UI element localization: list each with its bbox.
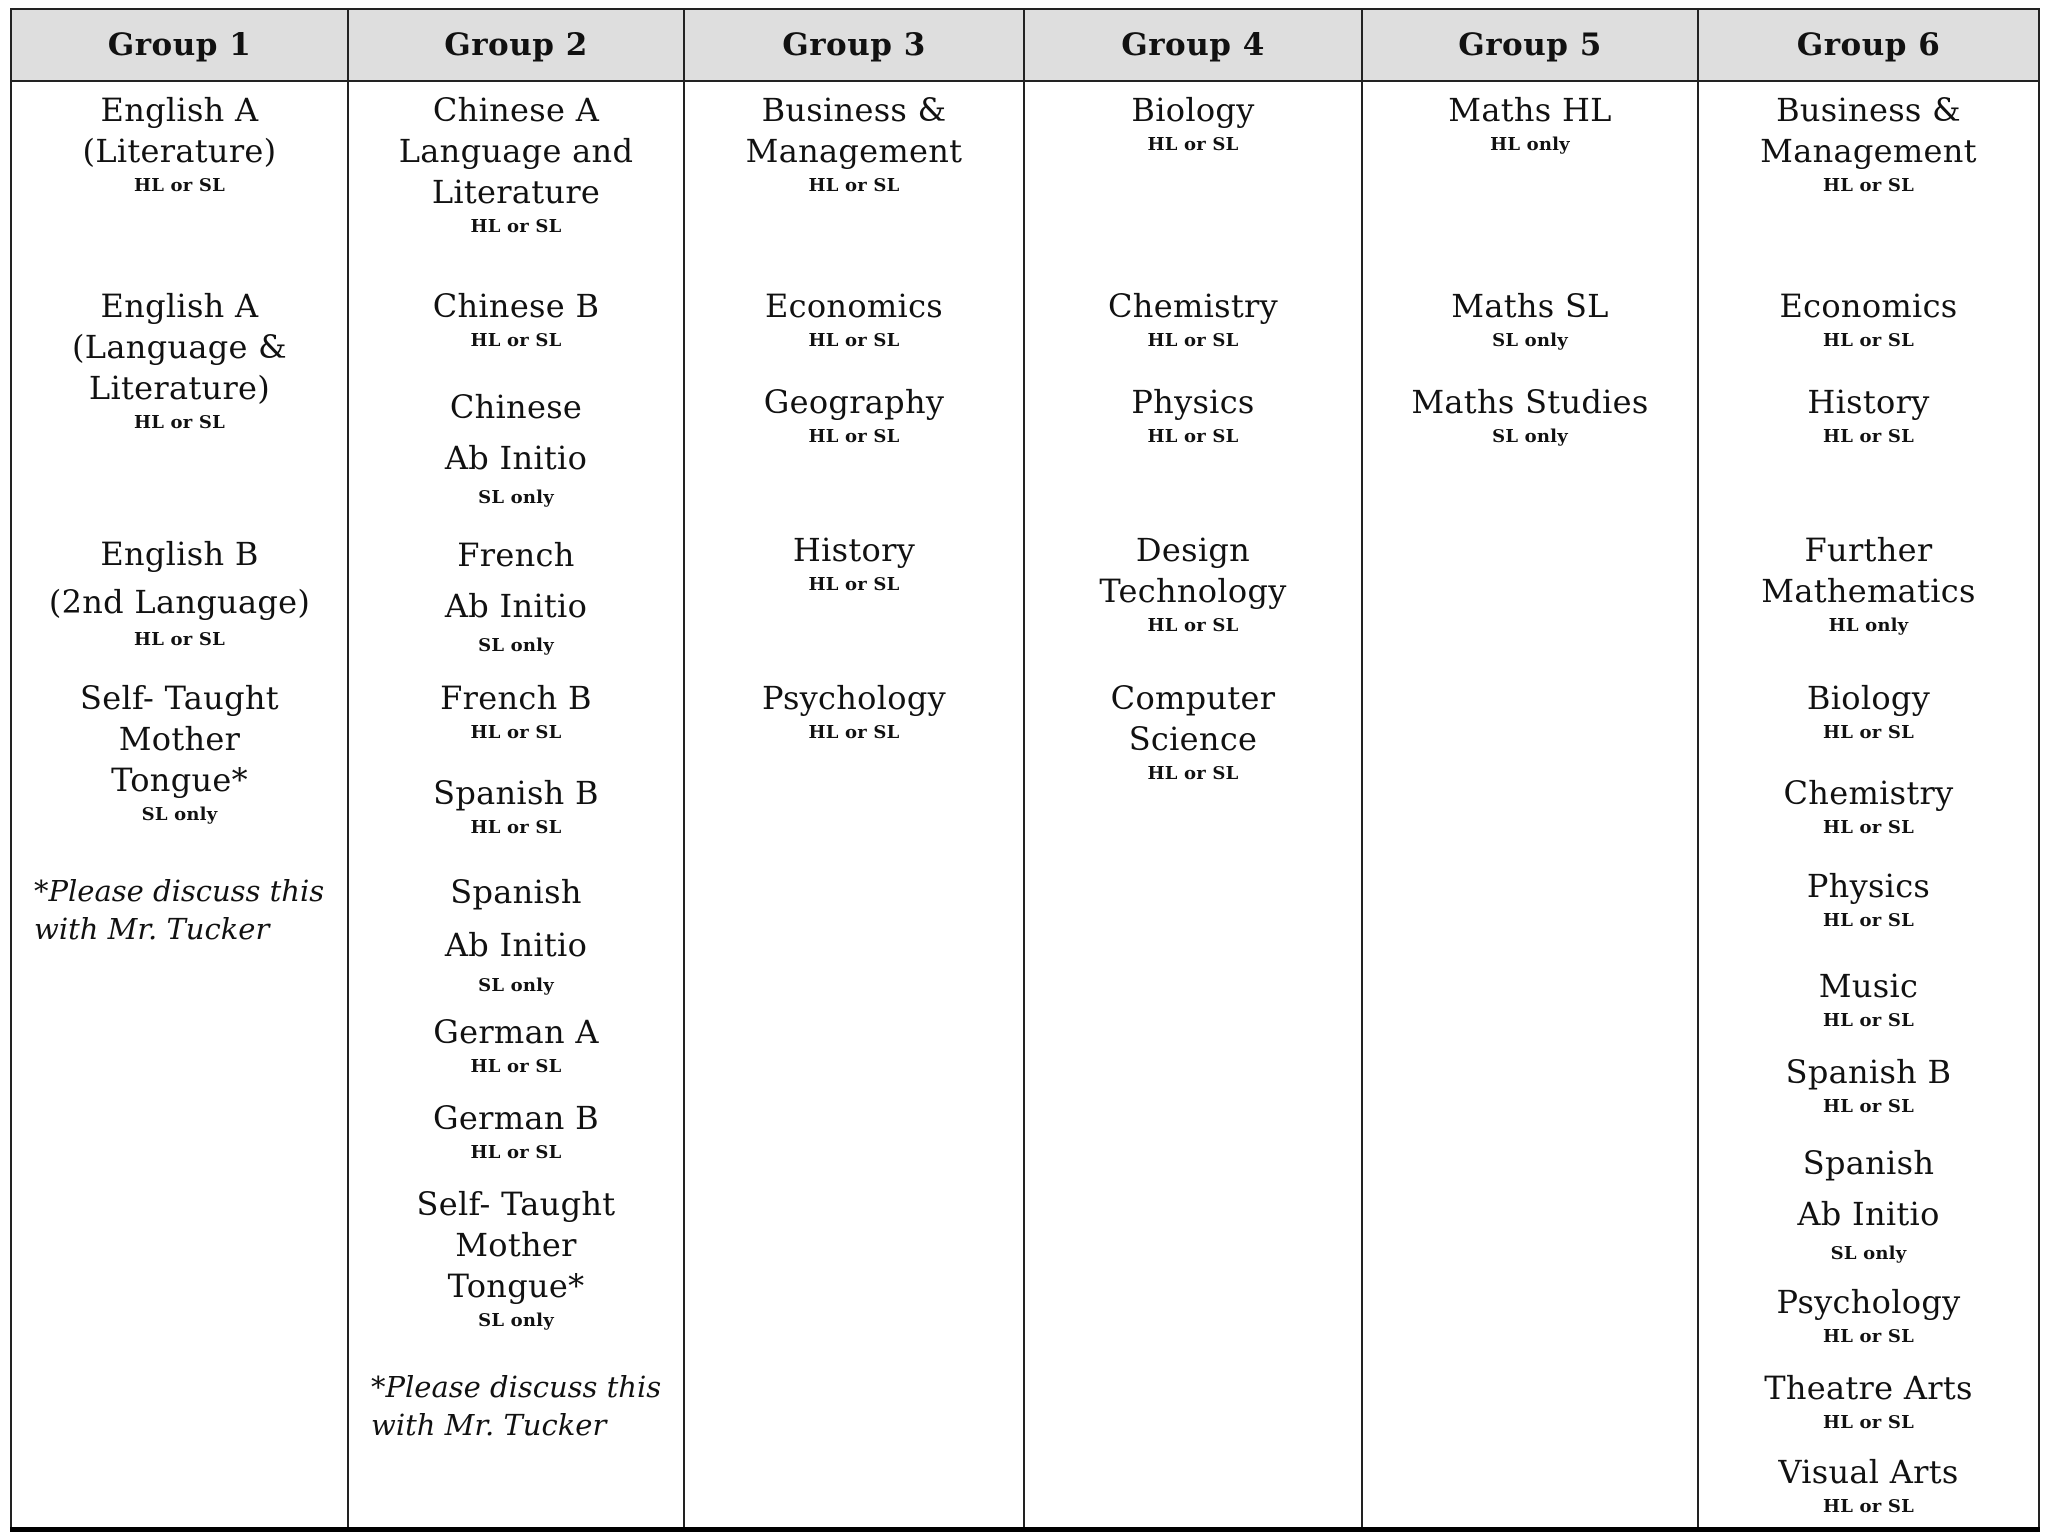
level-label: SL only <box>141 804 218 825</box>
subject-cell <box>1025 90 1361 159</box>
column-group-6 <box>1697 8 2040 1527</box>
subject-cell <box>685 90 1023 200</box>
level-label: HL or SL <box>808 426 900 447</box>
level-label: HL or SL <box>1823 426 1914 447</box>
subject-cell <box>1363 382 1697 451</box>
subject-cell <box>349 382 683 512</box>
level-label: HL or SL <box>1147 763 1239 784</box>
subject-cell <box>1699 966 2038 1035</box>
level-label: HL or SL <box>470 817 562 838</box>
level-label: SL only <box>478 635 554 656</box>
subject-cell <box>1363 90 1697 159</box>
subject-name: Chinese B <box>432 287 600 325</box>
subject-name: French Ab Initio <box>444 536 588 625</box>
level-label: HL or SL <box>808 330 900 351</box>
level-label: HL or SL <box>1823 330 1914 351</box>
subject-name: German A <box>433 1013 599 1051</box>
subject-name: Psychology <box>761 679 947 717</box>
subject-name: German B <box>433 1099 599 1137</box>
subject-cell <box>1699 382 2038 451</box>
subject-cell <box>1699 773 2038 842</box>
subject-cell <box>685 382 1023 451</box>
subject-name: Psychology <box>1776 1283 1961 1321</box>
level-label: HL only <box>1828 615 1909 636</box>
subject-name: Biology <box>1131 91 1255 129</box>
level-label: SL only <box>478 975 554 996</box>
subject-cell <box>349 866 683 1000</box>
subject-cell <box>349 90 683 241</box>
subject-cell <box>1699 1138 2038 1268</box>
subject-cell <box>685 678 1023 747</box>
column-group-5 <box>1361 8 1697 1527</box>
subject-name: Geography <box>763 383 945 421</box>
footnote: *Please discuss this with Mr. Tucker <box>34 874 325 946</box>
subject-cell <box>349 1012 683 1081</box>
level-label: HL or SL <box>1823 817 1914 838</box>
subject-name: Business & Management <box>1760 91 1977 170</box>
subject-name: Self- Taught Mother Tongue* <box>80 679 279 799</box>
subject-cell <box>1025 530 1361 640</box>
subject-name: Further Mathematics <box>1761 531 1976 610</box>
level-label: HL or SL <box>470 722 562 743</box>
subject-name: Biology <box>1806 679 1931 717</box>
subject-cell <box>349 678 683 747</box>
subject-name: Physics <box>1131 383 1255 421</box>
column-header: Group 4 <box>1025 8 1361 82</box>
subject-name: English A (Language & Literature) <box>72 287 287 407</box>
level-label: HL or SL <box>1147 615 1239 636</box>
column-header: Group 5 <box>1363 8 1697 82</box>
level-label: HL or SL <box>470 330 562 351</box>
subject-cell <box>1699 530 2038 640</box>
subject-name: Physics <box>1806 867 1931 905</box>
subject-name: English A (Literature) <box>82 91 277 170</box>
subject-cell <box>1363 286 1697 355</box>
level-label: HL or SL <box>470 216 562 237</box>
level-label: HL or SL <box>1147 330 1239 351</box>
subject-cell <box>12 530 347 654</box>
subject-cell <box>12 678 347 829</box>
subject-cell <box>12 90 347 200</box>
subject-cell <box>1025 286 1361 355</box>
subject-cell <box>349 773 683 842</box>
subject-name: Chemistry <box>1783 774 1954 812</box>
subject-name: Chinese Ab Initio <box>444 388 588 477</box>
subject-name: Theatre Arts <box>1764 1369 1973 1407</box>
subject-cell <box>349 1184 683 1335</box>
subject-name: Spanish B <box>1785 1053 1952 1091</box>
level-label: HL or SL <box>808 175 900 196</box>
subject-name: Computer Science <box>1110 679 1276 758</box>
level-label: HL or SL <box>134 629 225 650</box>
footnote: *Please discuss this with Mr. Tucker <box>371 1370 662 1442</box>
subject-cell <box>1699 866 2038 935</box>
subject-name: Chemistry <box>1108 287 1278 325</box>
column-header: Group 3 <box>685 8 1023 82</box>
level-label: HL or SL <box>1823 1326 1914 1347</box>
level-label: HL or SL <box>1823 722 1914 743</box>
subject-cell <box>1699 1052 2038 1121</box>
column-group-2 <box>347 8 683 1527</box>
subject-name: Maths HL <box>1448 91 1612 129</box>
subject-name: French B <box>440 679 592 717</box>
subject-name: Economics <box>1779 287 1958 325</box>
subject-name: Chinese A Language and Literature <box>398 91 634 211</box>
level-label: SL only <box>478 487 554 508</box>
level-label: HL or SL <box>1823 1096 1914 1117</box>
level-label: HL or SL <box>1823 1496 1914 1517</box>
subject-cell <box>1699 678 2038 747</box>
level-label: SL only <box>478 1310 554 1331</box>
column-group-1 <box>10 8 347 1527</box>
column-group-4 <box>1023 8 1361 1527</box>
level-label: HL or SL <box>1823 910 1914 931</box>
subject-cell <box>1699 1452 2038 1521</box>
level-label: HL or SL <box>134 175 225 196</box>
subject-name: Spanish Ab Initio <box>444 873 588 964</box>
subject-cell <box>12 286 347 437</box>
column-header: Group 2 <box>349 8 683 82</box>
level-label: HL or SL <box>470 1056 562 1077</box>
subject-cell <box>1699 1368 2038 1437</box>
subject-name: History <box>1807 383 1930 421</box>
column-group-3 <box>683 8 1023 1527</box>
level-label: HL or SL <box>470 1142 562 1163</box>
level-label: HL or SL <box>1823 1010 1914 1031</box>
subject-name: History <box>792 531 916 569</box>
column-header: Group 1 <box>12 8 347 82</box>
subject-cell <box>349 530 683 660</box>
subject-cell <box>1699 90 2038 200</box>
subject-cell <box>1699 1282 2038 1351</box>
subject-cell <box>685 286 1023 355</box>
subject-name: Maths SL <box>1451 287 1609 325</box>
level-label: HL only <box>1490 134 1570 155</box>
subject-cell <box>685 530 1023 599</box>
subject-cell <box>1699 286 2038 355</box>
subject-name: Visual Arts <box>1778 1453 1959 1491</box>
level-label: HL or SL <box>808 574 900 595</box>
level-label: SL only <box>1830 1243 1907 1264</box>
subject-name: English B (2nd Language) <box>48 535 311 621</box>
column-header: Group 6 <box>1699 8 2038 82</box>
subject-cell <box>349 1098 683 1167</box>
level-label: HL or SL <box>134 412 225 433</box>
subject-cell <box>1025 678 1361 788</box>
level-label: HL or SL <box>1147 134 1239 155</box>
subject-name: Music <box>1818 967 1919 1005</box>
subject-name: Spanish Ab Initio <box>1797 1144 1940 1233</box>
level-label: HL or SL <box>1147 426 1239 447</box>
subject-name: Business & Management <box>745 91 963 170</box>
subject-name: Economics <box>764 287 944 325</box>
subject-name: Design Technology <box>1099 531 1287 610</box>
level-label: SL only <box>1492 330 1568 351</box>
subject-cell <box>1025 382 1361 451</box>
subject-name: Spanish B <box>433 774 599 812</box>
level-label: HL or SL <box>1823 175 1914 196</box>
level-label: SL only <box>1492 426 1568 447</box>
level-label: HL or SL <box>1823 1412 1914 1433</box>
subject-name: Self- Taught Mother Tongue* <box>416 1185 616 1305</box>
subject-name: Maths Studies <box>1411 383 1649 421</box>
ib-subject-groups-table <box>10 8 2040 1532</box>
level-label: HL or SL <box>808 722 900 743</box>
subject-cell <box>349 286 683 355</box>
